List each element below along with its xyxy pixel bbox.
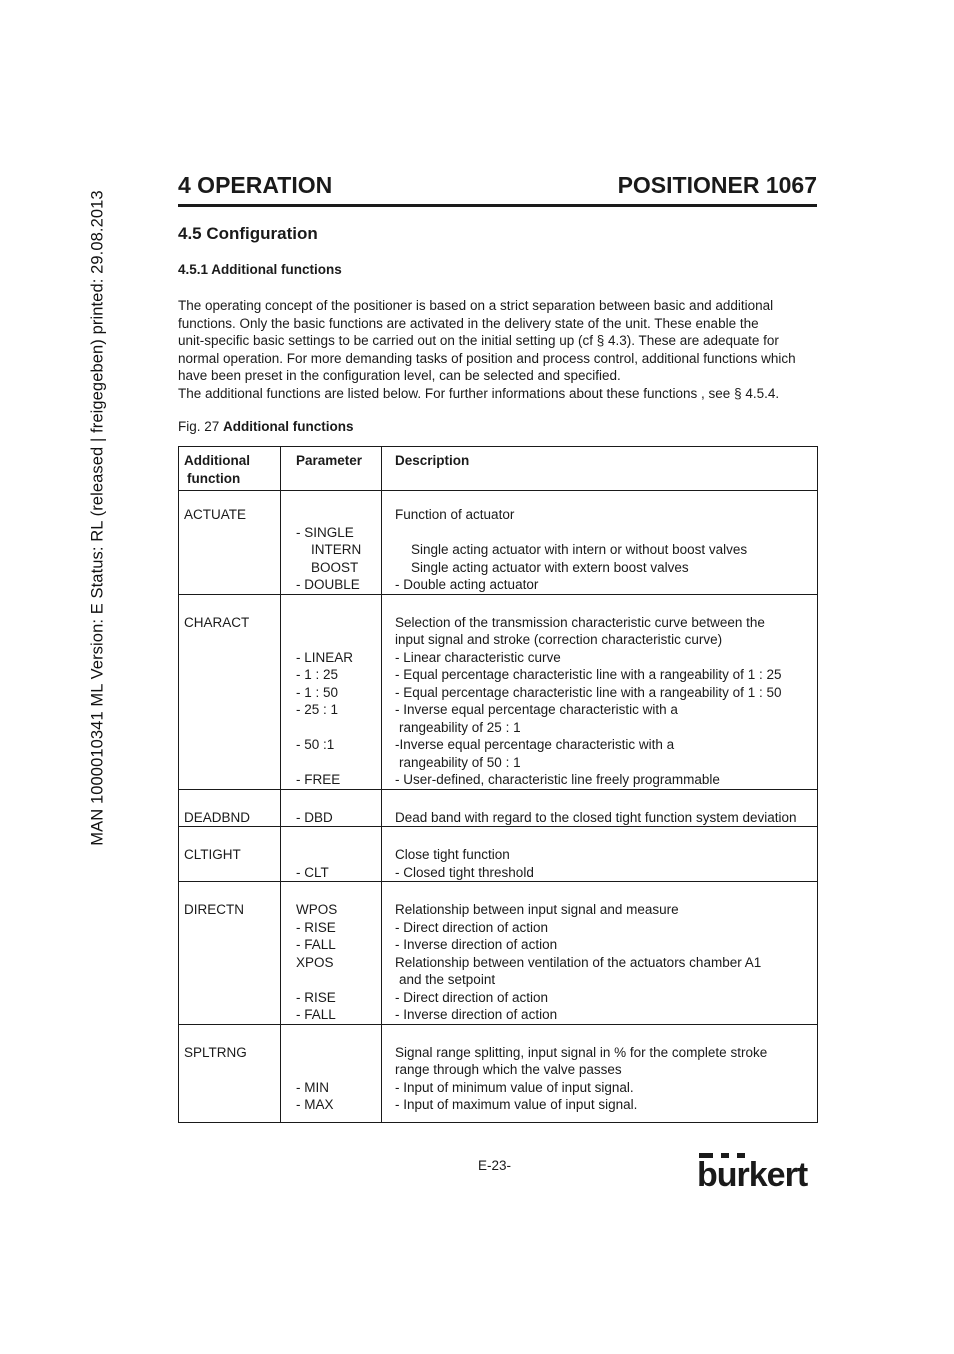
description-cell [382,594,818,789]
subsection-title: 4.5.1 Additional functions [178,262,342,277]
description-line: input signal and stroke (correction characteristic curve) [395,632,723,647]
table-row [179,1024,818,1122]
description-line: - Inverse direction of action [395,1007,558,1022]
description-cell [382,1024,818,1122]
table-row [179,789,818,827]
description-line: - Input of maximum value of input signal. [395,1097,638,1112]
parameter-line: - RISE [296,919,336,935]
logo-wordmark: burkert [697,1156,808,1194]
parameter-line: - LINEAR [296,649,354,665]
description-line: Selection of the transmission characteristic curve between the [395,614,765,630]
function-cell: DIRECTN [179,882,281,1025]
parameter-line: - SINGLE [296,524,354,540]
parameter-line: XPOS [296,954,334,970]
parameter-line: - DBD [296,809,333,825]
parameter-line: - 1 : 25 [296,667,339,682]
description-line: rangeability of 25 : 1 [399,719,521,735]
header-label: Additional [184,453,250,468]
description-line: - User-defined, characteristic line freely programmable [395,772,720,787]
parameter-line: INTERN [311,542,362,557]
parameter-line: - 25 : 1 [296,702,339,717]
chapter-title: 4 OPERATION [178,172,333,198]
parameter-line: WPOS [296,902,338,917]
parameter-cell [281,594,382,789]
intro-line: unit-specific basic settings to be carried out on the initial setting up (cf § 4.3). These are adequate for [178,333,779,348]
section-title: 4.5 Configuration [178,224,318,243]
description-line: and the setpoint [399,972,496,987]
intro-line: normal operation. For more demanding tasks of position and process control, additional functions which [178,350,796,366]
intro-line: have been preset in the configuration level, can be selected and specified. [178,368,621,383]
description-line: rangeability of 50 : 1 [399,754,521,770]
description-line: - Input of minimum value of input signal. [395,1079,634,1095]
parameter-cell [281,789,382,827]
product-title: POSITIONER 1067 [617,172,817,198]
description-line: - Direct direction of action [395,989,549,1005]
table-row [179,827,818,882]
description-line: Single acting actuator with intern or without boost valves [411,542,748,557]
document-status-stamp: MAN 1000010341 ML Version: E Status: RL (released | freigegeben) printed: 29.08.2013 [88,190,107,846]
function-cell: SPLTRNG [179,1024,281,1122]
parameter-line [296,506,381,524]
description-line: - Double acting actuator [395,577,539,592]
function-cell: ACTUATE [179,491,281,595]
table-row [179,594,818,789]
description-cell [382,789,818,827]
function-cell: DEADBND [179,789,281,827]
page-header [178,170,817,207]
parameter-line: - DOUBLE [296,577,360,592]
description-line: Signal range splitting, input signal in % for the complete stroke [395,1044,768,1060]
table-header-row [179,447,818,491]
additional-functions-table [178,446,818,1123]
function-cell: CHARACT [179,594,281,789]
parameter-line [296,631,381,649]
header-description: Description [382,447,818,491]
description-line: - Inverse direction of action [395,937,558,952]
description-line: - Closed tight threshold [395,864,534,880]
parameter-line [296,1044,381,1062]
parameter-cell [281,491,382,595]
description-cell [382,882,818,1025]
parameter-line [296,1061,381,1079]
description-line: Relationship between ventilation of the actuators chamber A1 [395,954,762,970]
function-cell: CLTIGHT [179,827,281,882]
page-number: E-23- [478,1158,512,1173]
description-cell [382,491,818,595]
intro-line: functions. Only the basic functions are activated in the delivery state of the unit. These enable the [178,315,759,331]
description-line: - Linear characteristic curve [395,649,561,665]
header-additional-function [179,447,281,491]
description-line: - Equal percentage characteristic line with a rangeability of 1 : 50 [395,684,782,700]
parameter-line: - RISE [296,989,336,1005]
description-line: Dead band with regard to the closed tight function system deviation [395,809,797,825]
intro-line: The operating concept of the positioner is based on a strict separation between basic and additional [178,298,774,313]
description-line: Function of actuator [395,507,515,522]
table-row [179,882,818,1025]
description-line: range through which the valve passes [395,1062,622,1077]
parameter-line: - FALL [296,937,336,952]
description-line: Relationship between input signal and measure [395,902,679,917]
description-line: -Inverse equal percentage characteristic with a [395,737,675,752]
table-row [179,491,818,595]
parameter-line [296,719,381,737]
description-line: Close tight function [395,847,510,862]
parameter-line: - FREE [296,772,341,787]
parameter-cell [281,827,382,882]
parameter-line: - 1 : 50 [296,684,339,700]
parameter-line [296,754,381,772]
parameter-line [296,614,381,632]
parameter-cell [281,1024,382,1122]
burkert-logo [697,1153,819,1193]
parameter-line: BOOST [311,559,359,575]
parameter-line [296,971,381,989]
header-parameter: Parameter [281,447,382,491]
parameter-line: - 50 :1 [296,737,335,752]
description-line: Single acting actuator with extern boost valves [411,559,689,575]
parameter-line: - MIN [296,1079,329,1095]
parameter-line: - MAX [296,1097,334,1112]
intro-paragraph [178,297,823,402]
parameter-line: - CLT [296,864,329,880]
description-cell [382,827,818,882]
parameter-line [296,846,381,864]
parameter-cell [281,882,382,1025]
parameter-line: - FALL [296,1007,336,1022]
description-line: - Inverse equal percentage characteristic with a [395,702,678,717]
figure-caption [178,419,354,434]
description-line: - Direct direction of action [395,919,549,935]
header-label: function [187,470,241,486]
intro-line: The additional functions are listed below. For further informations about these functions , see § 4.5.4. [178,385,780,401]
description-line: - Equal percentage characteristic line with a rangeability of 1 : 25 [395,667,782,682]
description-line [395,524,817,542]
figure-title: Additional functions [223,419,354,434]
figure-prefix: Fig. 27 [178,419,224,434]
